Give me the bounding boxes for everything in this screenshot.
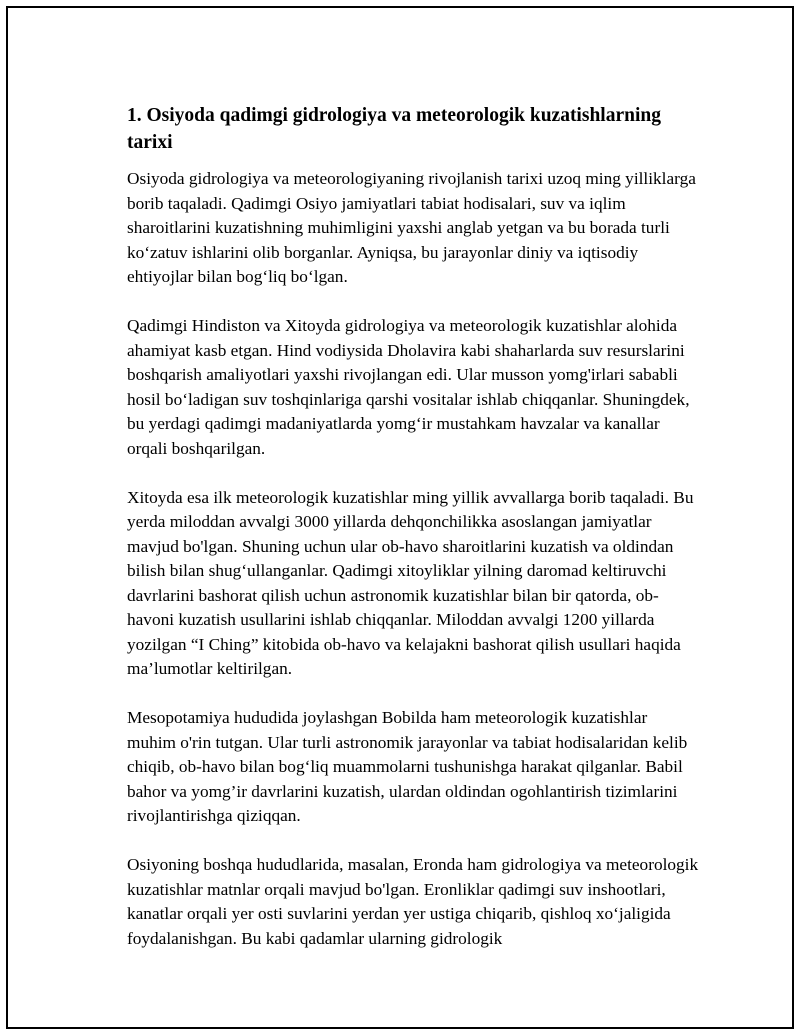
document-body xyxy=(127,102,699,976)
page-frame xyxy=(6,6,794,1029)
paragraph-1: Osiyoda gidrologiya va meteorologiyaning rivojlanish tarixi uzoq ming yilliklarga borib taqaladi. Qadimgi Osiyo jamiyatlari tabiat hodisalari, suv va iqlim sharoitlarini kuzatishning muhimligini yaxshi anglab yetgan va bu borada turli ko‘zatuv ishlarini olib borganlar. Ayniqsa, bu jarayonlar diniy va iqtisodiy ehtiyojlar bilan bog‘liq bo‘lgan. xyxy=(127,169,696,286)
section-heading: 1. Osiyoda qadimgi gidrologiya va meteorologik kuzatishlarning tarixi xyxy=(127,105,661,153)
paragraph-3: Xitoyda esa ilk meteorologik kuzatishlar ming yillik avvallarga borib taqaladi. Bu yerda miloddan avvalgi 3000 yillarda dehqonchilikka asoslangan jamiyatlar mavjud bo'lgan. Shuning uchun ular ob-havo sharoitlarini kuzatish va oldindan bilish bilan shug‘ullanganlar. Qadimgi xitoyliklar yilning daromad keltiruvchi davrlarini bashorat qilish uchun astronomik kuzatishlar bilan bir qatorda, ob-havoni kuzatish usullarini ishlab chiqqanlar. Miloddan avvalgi 1200 yillarda yozilgan “I Ching” kitobida ob-havo va kelajakni bashorat qilish usullari haqida ma’lumotlar keltirilgan. xyxy=(127,487,694,678)
paragraph-2: Qadimgi Hindiston va Xitoyda gidrologiya va meteorologik kuzatishlar alohida ahamiyat kasb etgan. Hind vodiysida Dholavira kabi shaharlarda suv resurslarini boshqarish amaliyotlari yaxshi rivojlangan edi. Ular musson yomg'irlari sababli hosil bo‘ladigan suv toshqinlariga qarshi vositalar ishlab chiqqanlar. Shuningdek, bu yerdagi qadimgi madaniyatlarda yomg‘ir mustahkam havzalar va kanallar orqali boshqarilgan. xyxy=(127,316,690,458)
paragraph-5: Osiyoning boshqa hududlarida, masalan, Eronda ham gidrologiya va meteorologik kuzatishlar matnlar orqali mavjud bo'lgan. Eronliklar qadimgi suv inshootlari, kanatlar orqali yer osti suvlarini yerdan yer ustiga chiqarib, qishloq xo‘jaligida foydalanishgan. Bu kabi qadamlar ularning gidrologik xyxy=(127,855,699,948)
paragraph-4: Mesopotamiya hududida joylashgan Bobilda ham meteorologik kuzatishlar muhim o'rin tutgan. Ular turli astronomik jarayonlar va tabiat hodisalaridan kelib chiqib, ob-havo bilan bog‘liq muammolarni tushunishga harakat qilganlar. Babil bahor va yomg’ir davrlarini kuzatish, ulardan oldindan ogohlantirish tizimlarini rivojlantirishga qiziqqan. xyxy=(127,708,688,825)
